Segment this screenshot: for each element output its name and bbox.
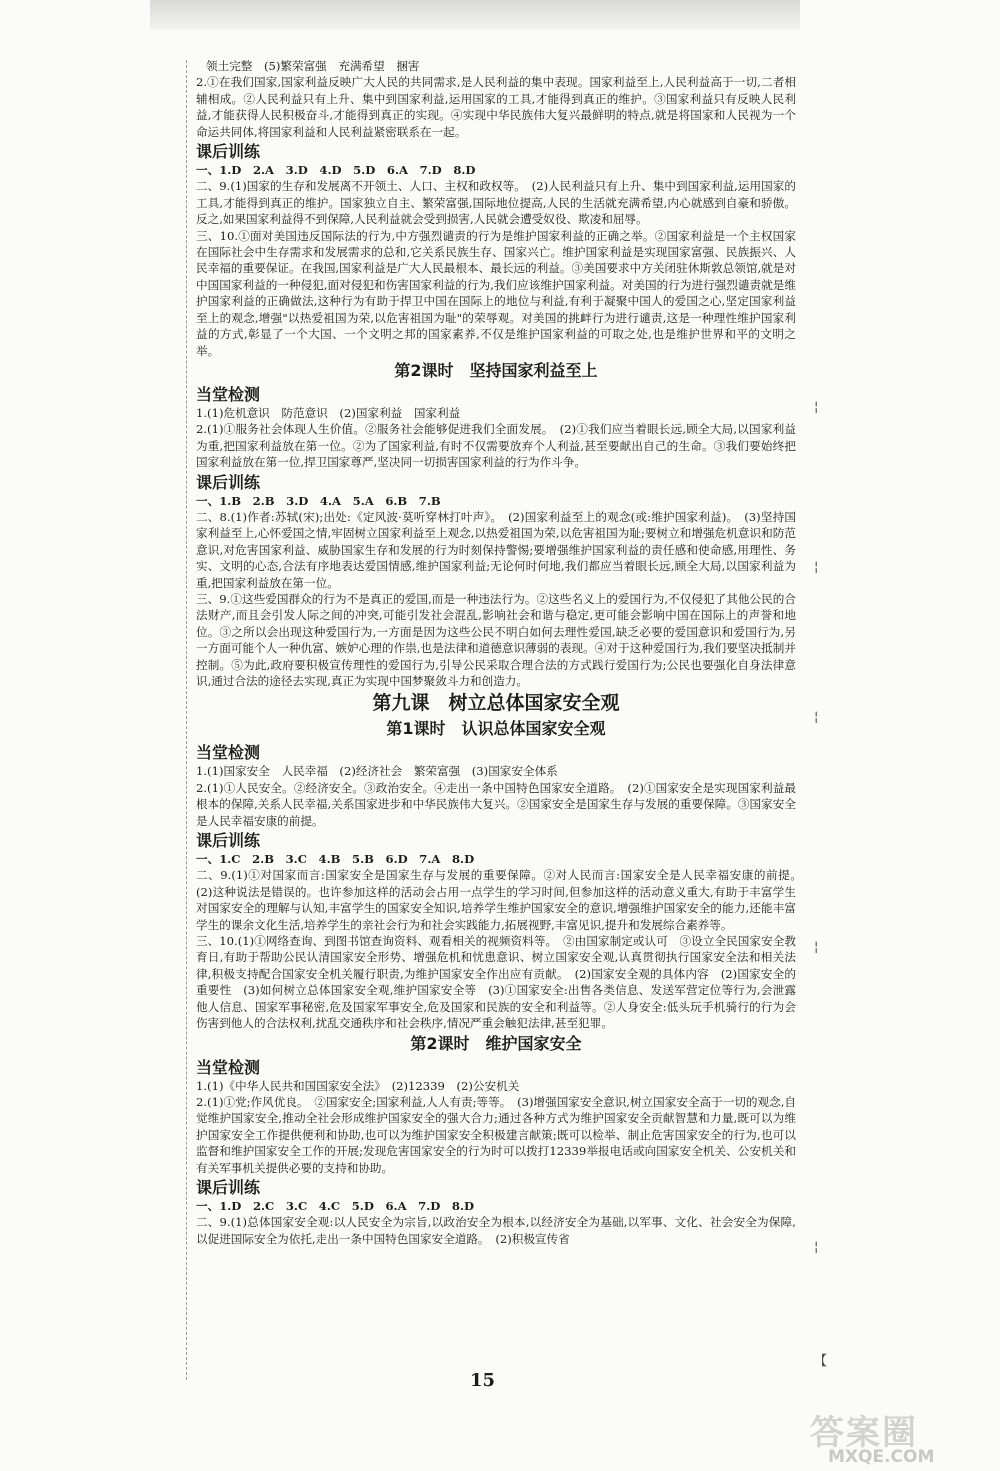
section-heading: 课后训练 <box>196 472 261 492</box>
choice-answers: 一、1.D 2.C 3.C 4.C 5.D 6.A 7.D 8.D <box>196 1198 475 1213</box>
lesson-title: 第2课时 维护国家安全 <box>410 1033 582 1053</box>
answer-item-9: 二、9.(1)①对国家而言:国家安全是国家生存与发展的重要保障。②对人民而言:国家安全是人民幸福安康的前提。 (2)这种说法是错误的。也许参加这样的活动会占用一点学生的学习时间,但参加这样的活动意义重大,有助于丰富学生对国家安全的理解与认知,丰富学生的国家安全知识,培养学生维护国家安全的意识,增强维护国家安全的能力,还能丰富学生的课余文化生活,培养学生的亲社会行为和社会实践能力,拓展视野,丰富见识,提升和发展综合素养等。 <box>196 868 808 932</box>
choice-answers: 一、1.C 2.B 3.C 4.B 5.B 6.D 7.A 8.D <box>196 852 475 867</box>
check-item-1: 1.(1)危机意识 防范意识 (2)国家利益 国家利益 <box>196 405 461 420</box>
section-heading: 课后训练 <box>196 831 261 851</box>
answer-item-9: 二、9.(1)国家的生存和发展离不开领土、人口、主权和政权等。 (2)人民利益只有上升、集中到国家利益,运用国家的工具,才能得到真正的维护。国家独立自主、繁荣富强,国际地位提高,人民的生活就充满希望,内心就感到自豪和骄傲。反之,如果国家利益得不到保障,人民利益就会受到损害,人民就会遭受奴役、欺凌和屈辱。 <box>196 179 796 227</box>
unit-title: 第九课 树立总体国家安全观 <box>372 692 620 715</box>
check-item-2: 2.(1)①党;作风优良。 ②国家安全;国家利益,人人有责;等等。 (3)增强国家安全意识,树立国家安全高于一切的观念,自觉维护国家安全,推动全社会形成维护国家安全的强大合力;通过各种方式为维护国家安全贡献智慧和力量,既可以为维护国家安全工作提供便利和协助,也可以为维护国家安全积极建言献策;既可以检举、制止危害国家安全的行为,也可以监督和维护国家安全工作的开展;发现危害国家安全的行为时可以拨打12339举报电话或向国家安全机关、公安机关和有关军事机关提供必要的支持和协助。 <box>196 1094 796 1175</box>
section-heading: 当堂检测 <box>196 384 261 404</box>
section-heading: 当堂检测 <box>196 743 261 763</box>
answer-item-9: 二、9.(1)总体国家安全观:以人民安全为宗旨,以政治安全为根本,以经济安全为基础,以军事、文化、社会安全为保障,以促进国际安全为依托,走出一条中国特色国家安全道路。 (2)积极宣传省 <box>196 1215 796 1246</box>
choice-answers: 一、1.B 2.B 3.D 4.A 5.A 6.B 7.B <box>196 493 441 508</box>
check-item-2: 2.(1)①服务社会体现人生价值。②服务社会能够促进我们全面发展。 (2)①我们应当着眼长远,顾全大局,以国家利益为重,把国家利益放在第一位。②为了国家利益,有时不仅需要放弃个人利益,甚至要献出自己的生命。③我们要始终把国家利益放在第一位,捍卫国家尊严,坚决同一切损害国家利益的行为作斗争。 <box>196 422 796 470</box>
binding-margin-line <box>186 60 188 1380</box>
check-item-1: 1.(1)国家安全 人民幸福 (2)经济社会 繁荣富强 (3)国家安全体系 <box>196 764 558 779</box>
watermark-logo <box>800 1405 990 1467</box>
adjacent-page-bleed: ¦ ¦ ¦ ¦ ¦ 【 <box>814 400 828 1369</box>
section-heading: 课后训练 <box>196 142 261 162</box>
watermark-text: 答案圈 <box>810 1413 918 1453</box>
check-item-1: 1.(1)《中华人民共和国国家安全法》 (2)12339 (2)公安机关 <box>196 1078 520 1093</box>
answer-item-9: 三、9.①这些爱国群众的行为不是真正的爱国,而是一种违法行为。②这些名义上的爱国行为,不仅侵犯了其他公民的合法财产,而且会引发人际之间的冲突,可能引发社会混乱,影响社会和谐与稳定,更可能会影响中国在国际上的声誉和地位。③之所以会出现这种爱国行为,一方面是因为这些公民不明白如何去理性爱国,缺乏必要的爱国意识和爱国行为,另一方面可能个人一种仇富、嫉妒心理的作祟,也是法律和道德意识薄弱的表现。④对于这种爱国行为,我们要坚决抵制并控制。⑤为此,政府要积极宣传理性的爱国行为,引导公民采取合理合法的方式践行爱国行为;公民也要强化自身法律意识,通过合法的途径去实现,真正为实现中国梦聚敛斗力和创造力。 <box>196 591 796 688</box>
answer-page <box>196 58 808 1247</box>
lesson-title: 第1课时 认识总体国家安全观 <box>386 719 606 739</box>
page-number: 15 <box>470 1370 496 1391</box>
watermark-url: MXQE.COM <box>828 1447 935 1467</box>
answer-item-10: 三、10.(1)①网络查询、到图书馆查询资料、观看相关的视频资料等。 ②由国家制定或认可 ③设立全民国家安全教育日,有助于帮助公民认清国家安全形势、增强危机和忧患意识、树立国家安全观,认真贯彻执行国家安全法和相关法律,积极支持配合国家安全机关履行职责,为维护国家安全作出应有贡献。 (2)国家安全观的具体内容 (2)国家安全的重要性 (3)如何树立总体国家安全观,维护国家安全等 (3)①国家安全:出售各类信息、发送军营定位等行为,会泄露他人信息、国家军事秘密,危及国家军事安全,危及国家和民族的安全和利益等。②人身安全:低头玩手机骑行的行为会伤害到他人的合法权利,扰乱交通秩序和社会秩序,情况严重会触犯法律,甚至犯罪。 <box>196 934 796 1031</box>
answer-item-8: 二、8.(1)作者:苏轼(宋);出处:《定风波·莫听穿林打叶声》。 (2)国家利益至上的观念(或:维护国家利益)。 (3)坚持国家利益至上,心怀爱国之情,牢固树立国家利益至上观念,以热爱祖国为荣,以危害祖国为耻;要树立和增强危机意识和防范意识,对危害国家利益、威胁国家生存和发展的行为时刻保持警惕;要增强维护国家利益的责任感和使命感,用理性、务实、文明的心态,合法有序地表达爱国情感,维护国家利益;无论何时何地,我们都应当着眼长远,顾全大局,以国家利益为重,把国家利益放在第一位。 <box>196 509 796 590</box>
lesson-title: 第2课时 坚持国家利益至上 <box>394 360 598 380</box>
check-item-2: 2.(1)①人民安全。②经济安全。③政治安全。④走出一条中国特色国家安全道路。 (2)①国家安全是实现国家利益最根本的保障,关系人民幸福,关系国家进步和中华民族伟大复兴。②国家安全是国家生存与发展的重要保障。③国家安全是人民幸福安康的前提。 <box>196 780 796 828</box>
intro-line: 领土完整 (5)繁荣富强 充满希望 捆害 <box>206 59 420 73</box>
choice-answers: 一、1.D 2.A 3.D 4.D 5.D 6.A 7.D 8.D <box>196 163 476 178</box>
scan-top-shadow <box>150 0 800 30</box>
intro-item-2: 2.①在我们国家,国家利益反映广大人民的共同需求,是人民利益的集中表现。国家利益至上,人民利益高于一切,二者相辅相成。②人民利益只有上升、集中到国家利益,运用国家的工具,才能得到真正的维护。③国家利益只有反映人民利益,才能获得人民积极奋斗,才能得到真正的实现。④实现中华民族伟大复兴最鲜明的特点,就是将国家和人民视为一个命运共同体,将国家利益和人民利益紧密联系在一起。 <box>196 75 796 139</box>
section-heading: 课后训练 <box>196 1177 261 1197</box>
section-heading: 当堂检测 <box>196 1057 261 1077</box>
answer-item-10: 三、10.①面对美国违反国际法的行为,中方强烈谴责的行为是维护国家利益的正确之举。②国家利益是一个主权国家在国际社会中生存需求和发展需求的总和,它关系民族生存、国家兴亡。维护国家利益是实现国家富强、民族振兴、人民幸福的重要保证。在我国,国家利益是广大人民最根本、最长远的利益。③美国要求中方关闭驻休斯敦总领馆,就是对中国国家利益的一种侵犯,面对侵犯和伤害国家利益的行为,我们应该维护国家利益。对美国的行为进行强烈谴责就是维护国家利益的正确做法,这种行为有助于捍卫中国在国际上的地位与利益,有利于凝聚中国人的爱国之心,坚定国家利益至上的观念,增强"以热爱祖国为荣,以危害祖国为耻"的荣辱观。对美国的挑衅行为进行谴责,这是一种理性维护国家利益的方式,彰显了一个大国、一个文明之邦的国家素养,不仅是维护国家利益的可取之处,也是维护世界和平的文明之举。 <box>196 228 796 358</box>
